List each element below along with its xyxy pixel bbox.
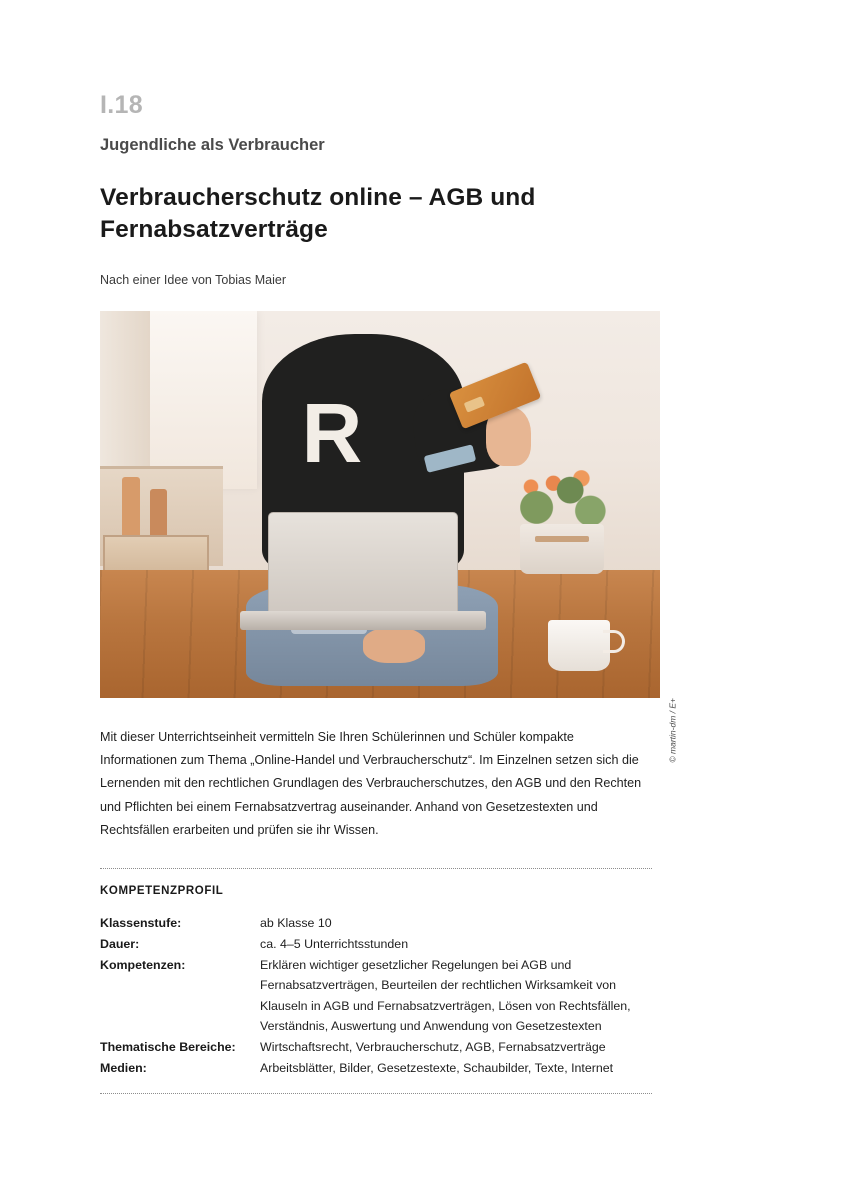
competency-profile-table: [100, 913, 652, 1079]
hero-photo: [100, 311, 660, 698]
table-row: [100, 1058, 652, 1079]
photo-bottle: [122, 477, 140, 539]
chapter-number: I.18: [100, 91, 143, 119]
photo-person-knee: [363, 628, 425, 663]
row-value-klassenstufe: ab Klasse 10: [260, 916, 332, 931]
table-row: [100, 955, 652, 1036]
page-content: [100, 0, 678, 1094]
row-label-klassenstufe: Klassenstufe:: [100, 916, 182, 931]
divider-top: [100, 868, 652, 869]
row-label-kompetenzen: Kompetenzen:: [100, 958, 186, 973]
photo-shirt-graphic: R: [301, 385, 357, 480]
row-value-thematische-bereiche: Wirtschaftsrecht, Verbraucherschutz, AGB, Fernabsatzverträge: [260, 1039, 606, 1054]
photo-cup: [548, 620, 610, 670]
row-value-dauer: ca. 4–5 Unterrichtsstunden: [260, 937, 409, 952]
table-row: [100, 934, 652, 955]
row-label-thematische-bereiche: Thematische Bereiche:: [100, 1039, 236, 1054]
photo-laptop-base: [240, 611, 486, 630]
row-label-dauer: Dauer:: [100, 937, 140, 952]
byline: Nach einer Idee von Tobias Maier: [100, 273, 286, 288]
photo-bottle-secondary: [150, 489, 167, 539]
series-title: Jugendliche als Verbraucher: [100, 136, 325, 154]
photo-laptop-screen: [268, 512, 458, 613]
hero-figure: [100, 311, 678, 763]
competency-profile-title: KOMPETENZPROFIL: [100, 885, 224, 898]
row-value-medien: Arbeitsblätter, Bilder, Gesetzestexte, Schaubilder, Texte, Internet: [260, 1060, 614, 1075]
page-title: Verbraucherschutz online – AGB und Fernabsatzverträge: [100, 183, 536, 244]
intro-paragraph: Mit dieser Unterrichtseinheit vermitteln Sie Ihren Schülerinnen und Schüler kompakte Informationen zum Thema „Online-Handel und Verbraucherschutz“. Im Einzelnen setzen sich die Lernenden mit den rechtlichen Grundlagen des Verbraucherschutzes, den AGB und den Rechten und Pflichten bei einem Fernabsatzvertrag auseinander. Anhand von Gesetzestexten und Rechtsfällen erarbeiten und prüfen sie ihr Wissen.: [100, 729, 642, 837]
row-value-kompetenzen: Erklären wichtiger gesetzlicher Regelungen bei AGB und Fernabsatzverträgen, Beurteilen der rechtlichen Wirksamkeit von Klauseln in AGB und Fernabsatzverträgen, Lösen von Rechtsfällen, Verständnis, Auswertung und Anwendung von Gesetzestexten: [260, 958, 631, 1033]
photo-credit: © martin-dm / E+: [668, 697, 678, 763]
row-label-medien: Medien:: [100, 1060, 147, 1075]
divider-bottom: [100, 1093, 652, 1094]
photo-plant-pot: [520, 524, 604, 574]
table-row: [100, 1037, 652, 1058]
table-row: [100, 913, 652, 934]
